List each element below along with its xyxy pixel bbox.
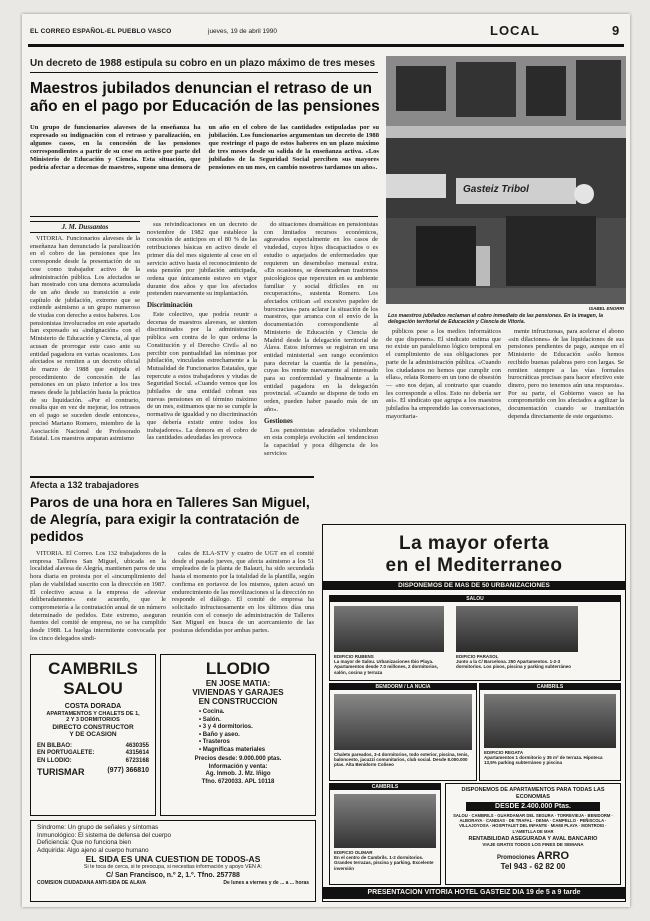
sida-line-6: Si te toca de cerca, si te preocupa, si necesitas información y apoyo VEN A:	[83, 864, 263, 871]
building-photo-illustration	[386, 56, 626, 304]
ad-cambrils-phone-row	[31, 750, 155, 758]
story1-byline: J. M. Dussantos	[30, 221, 140, 233]
rule	[30, 476, 314, 478]
sida-line-3: Deficiencia: Que no funciona bien	[37, 839, 132, 847]
ad-cambrils-number3: 6723168	[125, 757, 149, 764]
ad-presentation-banner: PRESENTACION VITORIA HOTEL GASTEIZ DIA 19 de 5 a 9 tarde	[323, 887, 625, 899]
page-header	[28, 22, 624, 47]
edificio-rubens-photo	[334, 606, 444, 652]
ad-llodio-price: Precios desde: 9.000.000 ptas.	[194, 756, 282, 762]
story1-photo	[386, 56, 626, 304]
story2-column-1	[30, 550, 166, 645]
offer-brand-row	[446, 850, 620, 862]
offer-phone: Tel 943 - 62 82 00	[500, 861, 566, 871]
ad-llodio-phone: Tfno. 6720033. APL 10118	[201, 778, 275, 785]
ad-cambrils-line2: 2 Y 3 DORMITORIOS	[66, 717, 120, 723]
newspaper-name: EL CORREO ESPAÑOL-EL PUEBLO VASCO	[30, 28, 172, 35]
ad-llodio-sub2: VIVIENDAS Y GARAJES	[192, 688, 284, 697]
ad-cambrils-place3: EN LLODIO:	[37, 757, 72, 764]
edificio-rubens-desc: La mayor de Salou. Urbanizaciones Ibio Playa. Apartamentos desde 7.0 millones, 2 dormitorios, salón, cocina y terraza	[334, 659, 439, 675]
sida-headline: EL SIDA ES UNA CUESTION DE TODOS-AS	[85, 854, 261, 865]
story1-col4-text: públicos pese a los medios informáticos de que disponen». El sindicato estima que no existe un paralelismo lógico temporal en el cumplimiento de sus obligaciones por parte de la administración pública. «Cuando los ciudadanos no hemos que cumplir con ellas», relata Romero en un tono de obsesión— «no nos dejan, al contrario que cuando les corresponde a ellos. Esto no debería ser así». El sindicato que agrupa a los maestros jubilados ha emprendido las conversaciones, mayoritaria-	[386, 328, 501, 420]
ad-cambrils-brand-row	[31, 765, 155, 779]
ad-cambrils-line1: APARTAMENTOS Y CHALETS DE 1,	[46, 710, 140, 717]
edificio-regata-text	[484, 750, 616, 766]
ad-llodio-item: • Salón.	[199, 716, 221, 723]
photo-caption: Los maestros jubilados reclaman el cobro inmediato de las pensiones. En la imagen, la delegación territorial de Educación y Ciencia de Vitoria.	[388, 313, 604, 326]
edificio-parasol-name: EDIFICIO PARASOL	[456, 654, 499, 659]
ad-mediterraneo	[322, 524, 626, 902]
ad-llodio-item: • Baño y aseo.	[199, 731, 240, 738]
zone-cambrils-label: CAMBRILS	[480, 684, 620, 690]
ad-llodio-item: • Magníficas materiales	[199, 746, 266, 753]
rule	[30, 72, 378, 73]
offer-locations: SALOU · CAMBRILS · GUARDAMAR DEL SEGURA · TORREVIEJA · BENIDORM · ALBORAYA · CANDIAS · DE TRAFAL · DENIA · CAMPELLO · PEÑISCOLA · VILLAJOYOSA · HOSPITALET DEL INFANTE · MIAMI PLAYA · MONTROIG · L'AMETLLA DE MAR	[453, 813, 613, 834]
ad-cambrils-salou	[30, 654, 156, 816]
ad-salou-title: SALOU	[63, 679, 123, 698]
zone-salou-label: SALOU	[330, 596, 620, 602]
offer-title: DISPONEMOS DE APARTAMENTOS PARA TODAS LAS ECONOMIAS	[461, 787, 605, 800]
sida-hours: De lunes a viernes y de ... a ... horas	[223, 879, 309, 886]
edificio-regata-photo	[484, 694, 616, 748]
ad-llodio	[160, 654, 316, 816]
edificio-rubens-name: EDIFICIO RUBENS	[334, 654, 374, 659]
story1-col5-text: mente infructuosas, para acelerar el abono «sin dilaciones» de las liquidaciones de sus pensiones pendientes de pago, aunque en el Ministerio de Educación «sólo hemos recibido buenas palabras pero con largas. Se remiten siempre a las vías formales burocráticas precisas para hacer efectivo este dinero, pero no tenemos aún una respuesta». Por su parte, el Gobierno vasco se ha comprometido con los afectados a agilizar la documentación cuando se tramitación dependa directamente de este organismo.	[508, 328, 624, 420]
ad-cambrils-phone-row	[31, 739, 155, 751]
story2-column-2	[172, 550, 314, 645]
story1-subhead-discriminacion: Discriminación	[147, 301, 193, 310]
ad-llodio-info: Información y venta:	[208, 763, 268, 770]
ad-cambrils-place1: EN BILBAO:	[37, 742, 72, 749]
ad-llodio-item-text: Trasteros	[202, 739, 230, 745]
story1-column-5	[508, 328, 624, 490]
ad-llodio-sub3: EN CONSTRUCCION	[198, 697, 278, 706]
story1-headline: Maestros jubilados denuncian el retraso de un año en el pago por Educación de las pensiones	[30, 80, 380, 115]
ad-llodio-list	[161, 706, 315, 754]
story1-col3-text: do situaciones dramáticas en pensionistas con limitados recursos económicos, agravados especialmente en los casos de viudedad, cuyos hijos discapacitados o es estudio o aquejados de enfermedades que requieren un desembolso mensual extra. «En ocasiones, se desencadenan trastornos psicológicos que repercuten en su ambiente familiar y social difíciles en su recuperación», sustenta Romero. Los afectados critican «el excesivo papeleo de burocracias» para aclarar la situación de los maestros, que arranca con el envío de la documentación correspondiente al Ministerio de Educación y Ciencia de Madrid desde la delegación territorial de Álava. Estos informes se registran en una entidad ministerial «en rango económico para decretar la cuantía de la pensión», cuyas los remite nuevamente al interesado para su conformidad y finalmente a la entidad pagadora en la delegación provincial. «Cuando se dispone de todo en orden, pueden haber pasado más de un año».	[264, 221, 378, 413]
sida-footer	[37, 880, 309, 888]
ad-offer	[445, 783, 621, 885]
ad-cambrils-line3: DIRECTO CONSTRUCTOR	[52, 723, 134, 731]
zone-benidorm-label: BENIDORM / LA NUCIA	[330, 684, 476, 690]
story1-subhead-gestiones: Gestiones	[264, 416, 293, 425]
story1-col3b-text: Los pensionistas adeudados vislumbran en esta compleja evolución «el tendencioso la capacidad y poca diligencia de los servicios	[264, 426, 378, 457]
offer-rent: RENTABILIDAD ASEGURADA Y AVAL BANCARIO	[468, 835, 598, 842]
ad-cambrils-name: COSTA DORADA	[64, 703, 122, 710]
ad-cambrils-number2: 4315614	[125, 750, 149, 756]
edificio-regata-name: EDIFICIO REGATA	[484, 750, 524, 755]
story2-kicker: Afecta a 132 trabajadores	[30, 480, 140, 490]
ad-cambrils-line4: Y DE OCASION	[69, 731, 117, 738]
offer-brand-label: Promociones	[496, 854, 535, 861]
story1-col2b-text: Este colectivo, que podría reunir a decenas de maestros alaveses, se sienten discriminados por la administración pública «en contra de lo que ordena la Constitución y el Derecho Civil» al no percibir con puntualidad las nóminas por jubilación, vinculadas estrechamente a la Mutualidad de Funcionarios Estatales, que repercute a estos trabajadores y viudas de Seguridad Social. «Cuando vemos que los jubilados de una entidad cobran sus nuevas pensiones en el término máximo de un mes, estimamos que no se cumple la normativa de igualdad y no discriminación que debería existir entre todos los trabajadores». La demora en el cobro de las cantidades adeudadas les provoca	[147, 311, 257, 442]
edificio-olimar-text	[334, 850, 436, 871]
zone-cambrils-2-label: CAMBRILS	[330, 784, 440, 790]
ad-llodio-item-text: Salón.	[202, 716, 221, 723]
ad-cambrils-title: CAMBRILS	[48, 659, 138, 678]
story1-lede: Un grupo de funcionarios alaveses de la enseñanza ha expresado su indignación con el retraso y paralización, en algunos casos, en la concesión de las pensiones correspondientes a partir de su cese en activo por parte del Ministerio de Educación y Ciencia. Esta situación, que podría afectar a decenas de maestros, supone una demora de un año en el cobro de las cantidades estipuladas por su jubilación. Los funcionarios argumentan un decreto de 1988 que restringe el pago de estos haberes en un plazo máximo de tres meses desde su salida de la enseñanza activa. «Los jubilados de la Seguridad Social perciben sus mayores pensiones en un mes, en cambio nosotros tardamos un año».	[30, 124, 379, 171]
ad-cambrils-brand-phone: (977) 366810	[107, 767, 149, 774]
ad-zone-cambrils	[479, 683, 621, 781]
page-number: 9	[612, 23, 620, 38]
edificio-olimar-name: EDIFICIO OLIMAR	[334, 850, 373, 855]
offer-trips: VIAJE GRATIS TODOS LOS FINES DE SEMANA	[482, 842, 584, 848]
newspaper-page	[22, 14, 630, 907]
edificio-parasol-text	[456, 654, 578, 670]
ad-cambrils-brand: TURISMAR	[37, 767, 85, 777]
sida-line-1: Síndrome: Un grupo de señales y síntomas	[37, 824, 159, 831]
benidorm-text: Chalets pareados, 3-4 dormitorios, todo exterior, piscina, tenis, baloncesto, jacuzzi comunitarios, club social. Desde 8.000.000 ptas. Alta Benidorm Coliseo	[334, 752, 469, 768]
story1-column-4	[386, 328, 501, 490]
story1-column-1	[30, 235, 140, 490]
ad-zone-salou	[329, 595, 621, 681]
offer-price: DESDE 2.400.000 Ptas.	[466, 802, 600, 811]
edificio-regata-desc: Apartamentos 1 dormitorio y 35 m² de terraza. Hipoteca 13,5% parking subterráneo y piscina	[484, 755, 603, 766]
section-name: LOCAL	[490, 23, 540, 38]
ad-llodio-item-text: Magníficas materiales	[202, 746, 266, 753]
ad-zone-cambrils-2	[329, 783, 441, 885]
ad-cambrils-place2: EN PORTUGALETE:	[37, 750, 95, 756]
sida-org: COMISION CIUDADANA ANTI-SIDA DE ALAVA	[37, 879, 147, 886]
ad-title-line1: La mayor oferta	[398, 533, 550, 554]
ad-title-line2: en el Mediterraneo	[385, 555, 563, 576]
ad-cambrils-phone-row	[31, 758, 155, 766]
edificio-parasol-photo	[456, 606, 578, 652]
ad-llodio-item-text: 3 y 4 dormitorios.	[202, 724, 253, 730]
story1-byline-wrap	[30, 221, 140, 233]
ad-sida-notice	[30, 820, 316, 902]
photo-sign-text: Gasteiz Tribol	[463, 184, 529, 195]
story1-column-3	[264, 221, 378, 490]
rule	[30, 216, 378, 217]
edificio-olimar-photo	[334, 794, 436, 848]
story2-headline: Paros de una hora en Talleres San Miguel, de Alegría, para exigir la contratación de pedidos	[30, 494, 310, 544]
photo-credit: ISABEL ENORRI	[588, 306, 624, 311]
story2-col2-text: cales de ELA-STV y cuatro de UGT en el comité desde el pasado jueves, que afecta asimismo a los 51 empleados de la planta de Balauri, ha sido secundada hasta el momento por la totalidad de la plantilla, según confirma en portavoz de los mismos, quien acusó un endurecimiento de las movilizaciones si la dirección no responde el diálogo. El comité de empresa ha solicitado infructuosamente en los últimos días una reunión con el consejo de administración de Talleres San Miguel en busca de un acercamiento de las posturas defendidas por ambas partes.	[172, 550, 314, 635]
edificio-parasol-desc: Junto a la C/ Barcelona. 250 Apartamentos. 1-2-3 dormitorios. Los pisos, piscina y parking subterráneo	[456, 659, 572, 670]
sida-line-2: Inmunológico: El sistema de defensa del cuerpo	[37, 831, 172, 839]
ad-cambrils-number1: 4630355	[125, 742, 149, 749]
ad-llodio-title: LLODIO	[205, 659, 271, 678]
issue-date: jueves, 19 de abril 1990	[208, 28, 278, 35]
ad-strap: DISPONEMOS DE MAS DE 50 URBANIZACIONES	[323, 581, 625, 590]
benidorm-chalets-photo	[334, 694, 472, 750]
story1-column-2	[147, 221, 257, 490]
story1-kicker: Un decreto de 1988 estipula su cobro en un plazo máximo de tres meses	[30, 58, 376, 69]
edificio-olimar-desc: En el centro de Cambrils. 1-2 dormitorios. Grandes terrazas, piscina y parking. Excelente inversión	[334, 855, 434, 871]
ad-llodio-item-text: Baño y aseo.	[202, 731, 240, 738]
story2-col1-text: VITORIA. El Correo. Los 132 trabajadores de la empresa Talleres San Miguel, ubicada en la localidad alavesa de Alegría, mantienen paros de una hora diaria en protesta por el «incumplimiento del plan de viabilidad suscrito con la dirección en 1987. El colectivo acusa a la empresa de «desviar deliberadamente» este acuerdo, que le comprometería a la contratación anual de un número determinado de pedidos. Este extremo, aseguran fuentes del comité de empresa, no se ha cumplido desde 1988. La huelga intermitente convocada por los cinco delegados sindi-	[30, 550, 166, 642]
ad-llodio-item: • Trasteros	[199, 739, 230, 745]
ad-zone-benidorm	[329, 683, 477, 781]
story1-col1-text: VITORIA. Funcionarios alaveses de la enseñanza han denunciado la paralización en el cobro de las pensiones que les corresponde desde la presentación de su cese como trabajador activo de la administración pública. Los afectados se han mostrado con una demora acumulada de un año desde su transición a este capítulo de jubilación, extremo que se extiende asimismo a un grupo numeroso de viudas con derecho a estos haberes. Los pensionistas involucrados en este apartado han expresado su «indignación» con el Ministerio de Educación y Ciencia, al que acusan de prorrogar este caso ante su entidad pagadora en varias ocasiones. Los afectados se remiten a un decreto oficial de marzo de 1988 que estipula el procedimiento de concesión de las pensiones en un plazo inferior a los tres meses desde la jubilación hasta la práctica de su liquidación. «Por el contrario, resulta que en vez de mejorar, los retrasos en el pago se suceden desde entonces», precisó Mariano Romero, miembro de la Asociación Nacional de Profesorado Estatal. Los maestros amparan asimismo	[30, 235, 140, 443]
sida-line-4: Adquirida: Algo ajeno al cuerpo humano	[37, 846, 149, 854]
edificio-rubens-text	[334, 654, 444, 675]
offer-brand: ARRO	[536, 849, 570, 862]
ad-llodio-item: • 3 y 4 dormitorios.	[199, 724, 253, 730]
ad-llodio-item-text: Cocina.	[202, 709, 225, 715]
ad-llodio-item: • Cocina.	[199, 709, 225, 715]
ad-llodio-sub1: EN JOSE MATIA:	[205, 679, 271, 688]
sida-address: C/ San Francisco, n.º 2, 1.º. Tfno. 257788	[106, 871, 240, 879]
story1-col2-text: sus reivindicaciones en un decreto de noviembre de 1982 que establece la concesión de anticipos en el 80 % de las retribuciones básicas en activo desde el primer día del mes siguiente al cese en el servicio activo hasta el reconocimiento de esta pensión por jubilación anticipada, ordena que únicamente estuvo en vigor durante dos años y que los afectados pretenden nuevamente su implantación.	[147, 221, 257, 298]
ad-llodio-agency: Ag. Inmob. J. Mz. Iñigo	[205, 771, 271, 777]
